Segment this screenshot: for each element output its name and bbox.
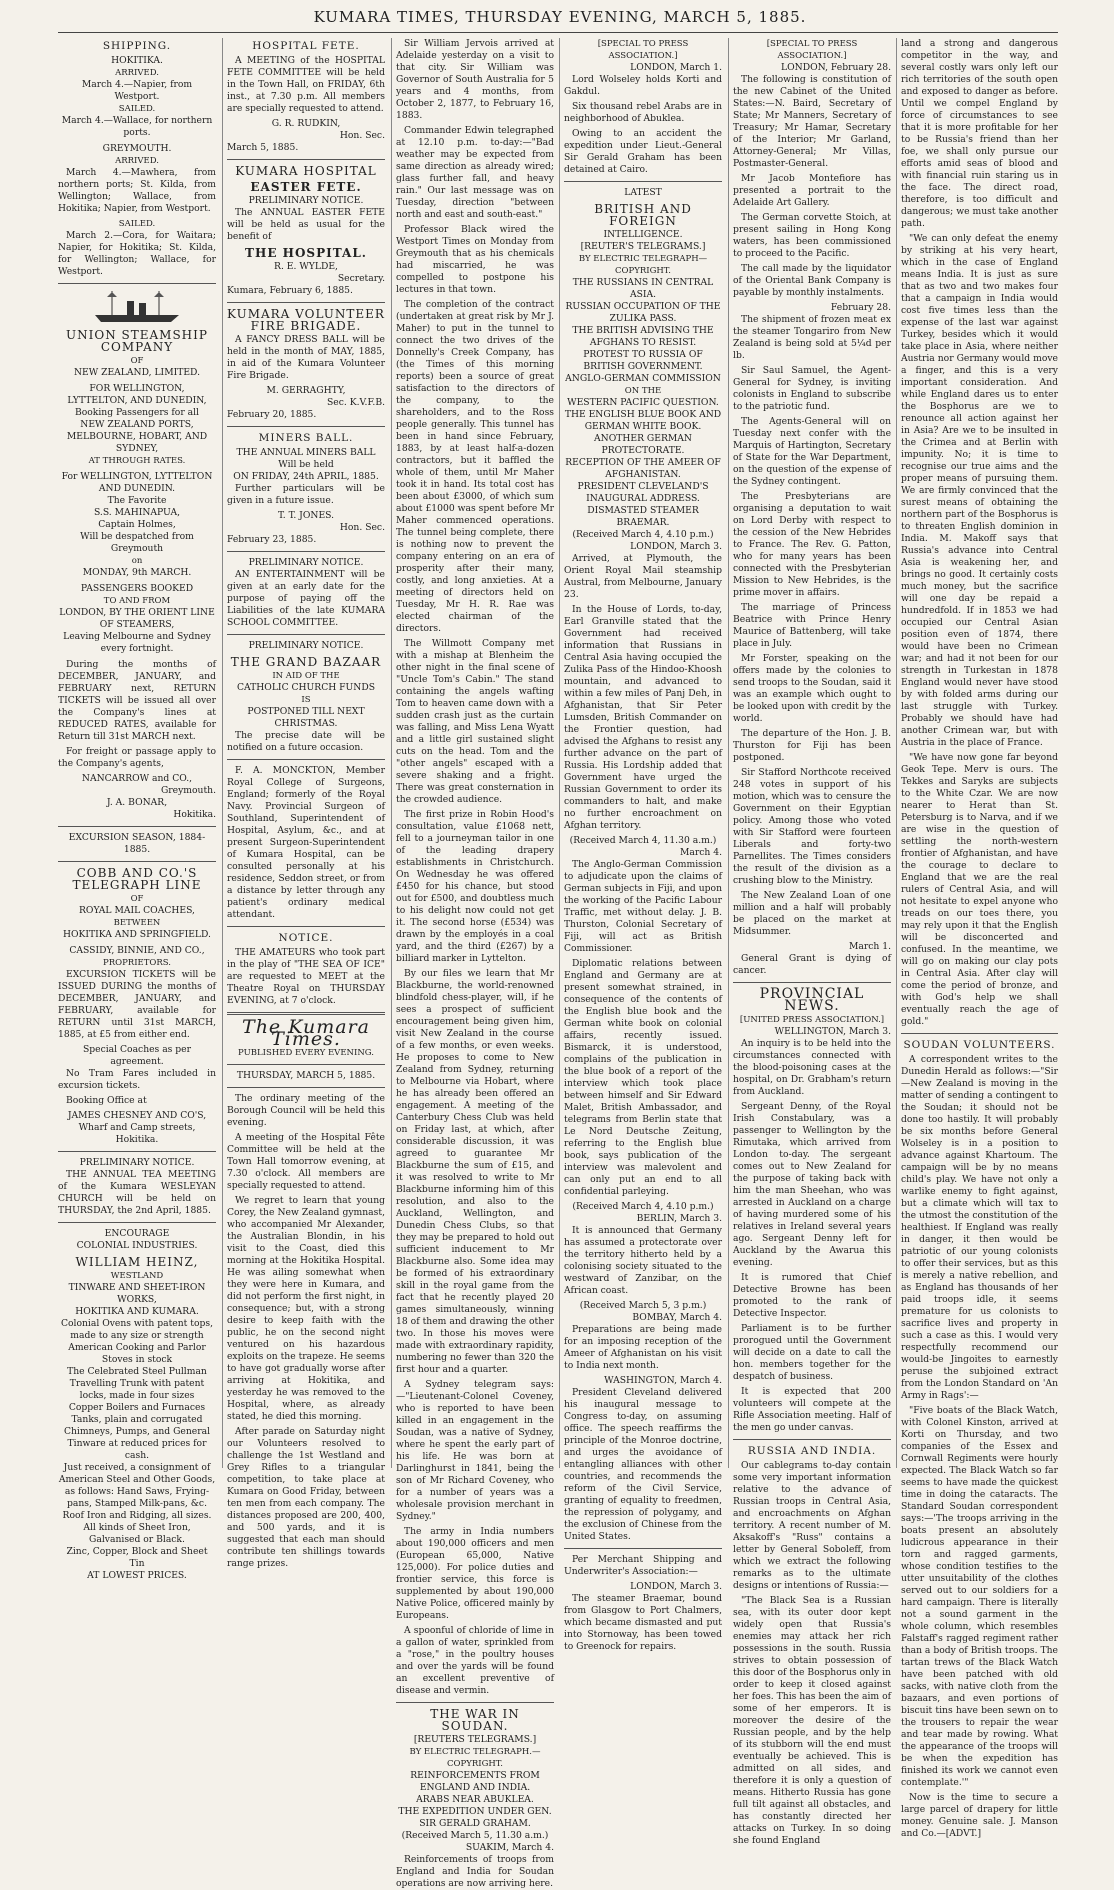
reuters-label: [REUTER'S TELEGRAMS.] <box>580 241 706 252</box>
forster: Mr Forster, speaking on the offers made by the colonies to send troops to the Soudan, said it was an example which ought to be looked upon with credit by the world. <box>733 653 891 724</box>
head-blue-book: THE ENGLISH BLUE BOOK AND GERMAN WHITE BOOK. <box>564 409 722 432</box>
rudkin: G. R. RUDKIN, <box>271 118 341 129</box>
article-coveney: A Sydney telegram says:—"Lieutenant-Colonel Coveney, who is reported to have been killed in an engagement in the Soudan, was a native of Sydney, where he spent the early part of his life. He was born at Darlinghurst in 1841, being the son of Mr Richard Coveney, who for a number of years was a wholesale provision merchant in Sydney." <box>396 1379 554 1522</box>
divider <box>396 1702 554 1703</box>
departure-date: MONDAY, 9th MARCH. <box>82 567 192 578</box>
greymouth-sailed: March 2.—Cora, for Waitara; Napier, for Hokitika; St. Kilda, for Wellington; Wallace, for Westport. <box>58 230 216 277</box>
divider <box>58 1151 216 1152</box>
wylde-title: Secretary. <box>337 273 385 284</box>
london-dateline: LONDON, March 1. <box>630 62 722 73</box>
fancy-dress-ball: A FANCY DRESS BALL will be held in the month of MAY, 1885, in aid of the Kumara Volunteer Fire Brigade. <box>227 334 385 381</box>
house-of-lords: In the House of Lords, to-day, Earl Granville stated that the Government had received information that Russians in Central Asia having occupied the Zulika Pass of the Hindoo-Khoosh mountain, and advanced to within a few miles of Panj Deh, in Afghanistan, that Sir Peter Lumsden, British Commander on the Frontier question, had advised the Afghans to resist any further advance on the part of Russia. His Lordship added that Government have urged the Russian Government to order its commanders to halt, and make no further encroachment on Afghan territory. <box>564 604 722 831</box>
gerraghty-title: Sec. K.V.F.B. <box>327 397 385 408</box>
editorial-2: A meeting of the Hospital Fête Committee will be held at the Town Hall tomorrow evening, at 7.30 o'clock. All members are specially requested to attend. <box>227 1132 385 1191</box>
wolseley: Lord Wolseley holds Korti and Gakdul. <box>564 74 722 97</box>
article-jervois: Sir William Jervois arrived at Adelaide yesterday on a visit to that city. Sir William was Governor of South Australia for 5 years and 4 months, from October 2, 1877, to February 16, 1883. <box>396 38 554 121</box>
through-rates: AT THROUGH RATES. <box>88 456 186 466</box>
correspondent: A correspondent writes to the Dunedin Herald as follows:—"Sir—New Zealand is moving in the matter of sending a contingent to the Soudan; it should not be done too hastily. It will probably be six months before General Wolseley is in a position to advance against Khartoum. The campaign will be by no means child's play. We have not only a warlike enemy to fight against, but a climate which will tax to the utmost the constitution of the healthiest. If England was really in danger, it then would be patriotic of our young colonists to offer their services, but as this is merely a native rebellion, and as England has thousands of her paid troops idle, it seems premature for us colonists to sacrifice lives and property in such a case as this. I would very respectfully recommend our would-be Jingoites to earnestly peruse the subjoined extract from the London Standard on 'An Army in Rags':— <box>901 1054 1058 1401</box>
head-advising: THE BRITISH ADVISING THE AFGHANS TO RESIST. <box>572 325 714 348</box>
special-press: [SPECIAL TO PRESS ASSOCIATION.] <box>597 39 689 61</box>
jones-date: February 23, 1885. <box>227 534 317 545</box>
agent-nancarrow-place: Greymouth. <box>160 785 216 796</box>
passengers-booked: PASSENGERS BOOKED <box>80 583 194 594</box>
nz-ports: NEW ZEALAND PORTS, MELBOURNE, HOBART, AND SYDNEY, <box>66 419 208 454</box>
divider <box>227 551 385 552</box>
nz-loan: The New Zealand Loan of one million and a half will probably be placed on the market at Midsummer. <box>733 890 891 937</box>
protectorate-text: It is announced that Germany has assumed a protectorate over the territory hitherto held by a colonising society situated to the westward of Zanzibar, on the African coast. <box>564 1225 722 1296</box>
route-wlt: FOR WELLINGTON, LYTTELTON, AND DUNEDIN, <box>67 383 207 406</box>
northcote: Sir Stafford Northcote received 248 votes in support of his motion, which was to censure the Government on their Egyptian policy. Among those who voted with Sir Stafford were fourteen Liberals and forty-two Parnellites. The Times considers the result of the division as a crushing blow to the Ministry. <box>733 767 891 886</box>
union-of: OF <box>130 356 144 366</box>
colonial-ovens: Colonial Ovens with patent tops, made to any size or strength <box>60 1318 214 1341</box>
article-weather: Commander Edwin telegraphed at 12.10 p.m. to-day:—"Bad weather may be expected from same direction as already wired; glass further fall, and heavy rain." Our last message was on Tuesday, direction "between north and east and south-east." <box>396 125 554 220</box>
royal-mail: ROYAL MAIL COACHES, <box>79 905 195 916</box>
cablegrams: Our cablegrams to-day contain some very important information relative to the advance of Russian troops in Central Asia, and encroachments on Afghan territory. A recent number of M. Aksakoff's "Russ" contains a letter by General Soboleff, from which we extract the following remarks as to the ultimate designs or intentions of Russia:— <box>733 1460 891 1591</box>
westland: WESTLAND <box>110 1271 164 1281</box>
london-orient: LONDON, BY THE ORIENT LINE OF STEAMERS, <box>59 607 215 630</box>
graham-accident: Owing to an accident the expedition under Lieut.-General Sir Gerald Graham has been detained at Cairo. <box>564 128 722 175</box>
ship-name: S.S. MAHINAPUA, <box>93 507 181 518</box>
divider <box>564 1548 722 1549</box>
article-army: The army in India numbers about 190,000 officers and men (European 65,000, Native 125,000). For police duties and frontier service, this force is supplemented by about 190,000 Native Police, officered mainly by Europeans. <box>396 1526 554 1621</box>
divider <box>227 159 385 160</box>
to-and-from: TO AND FROM <box>103 596 171 606</box>
gerraghty: M. GERRAGHTY, <box>266 385 346 396</box>
article-prize: The first prize in Robin Hood's consultation, value £1068 nett, fell to a journeyman tailor in one of the leading drapery establishments in Christchurch. On Wednesday he was offered £450 for his chance, but stood out for £500, and doubtless much to his delight now could not get it. The second horse (£534) was drawn by the employés in a coal yard, and the third (£267) by a billiard marker in Lyttelton. <box>396 809 554 964</box>
kumara-hospital-heading: KUMARA HOSPITAL <box>235 164 377 178</box>
easter-fete-text: The ANNUAL EASTER FETE will be held as usual for the benefit of <box>227 207 385 242</box>
grand-bazaar: THE GRAND BAZAAR <box>230 655 382 669</box>
received-time: (Received March 4, 4.10 p.m.) <box>572 1201 714 1212</box>
divider <box>227 759 385 760</box>
received-time: (Received March 5, 11.30 a.m.) <box>401 1830 549 1841</box>
washington-dateline: WASHINGTON, March 4. <box>604 1375 722 1386</box>
heinz-heading: WILLIAM HEINZ, <box>75 1255 199 1269</box>
column-divider <box>559 38 560 1468</box>
agents-general: The Agents-General will on Tuesday next confer with the Marquis of Hartington, Secretary of State for the War Department, on the question of the expense of the Sydney contingent. <box>733 416 891 487</box>
column-divider <box>391 38 392 1468</box>
special-press: [SPECIAL TO PRESS ASSOCIATION.] <box>766 39 858 61</box>
postponed: POSTPONED TILL NEXT CHRISTMAS. <box>247 706 365 729</box>
divider <box>564 181 722 182</box>
miners-ball-text: THE ANNUAL MINERS BALL Will be held <box>236 447 376 470</box>
preliminary-notice: PRELIMINARY NOTICE. <box>79 1157 195 1168</box>
wellington-dateline: WELLINGTON, March 3. <box>774 1026 891 1037</box>
received-time: (Received March 5, 3 p.m.) <box>579 1300 707 1311</box>
jones: T. T. JONES. <box>277 510 335 521</box>
zinc-copper: Zinc, Copper, Block and Sheet Tin <box>66 1546 208 1569</box>
catholic-funds: CATHOLIC CHURCH FUNDS <box>237 682 375 693</box>
german-corvette: The German corvette Stoich, at present sailing in Hong Kong waters, has been commissioned to proceed to the Pacific. <box>733 212 891 259</box>
we-have-gone: "We have now gone far beyond Geok Tepe. Merv is ours. The Tekkes and Saryks are subjects to the White Czar. We are now nearer to Herat than St. Petersburg is to Narva, and if we are wise in the question of settling the north-western frontier of Afghanistan, and have the courage to declare to England that we are the real rulers of Central Asia, and will not hesitate to expel anyone who treads on our toes there, you may rely upon it that the English will be disconcerted and confused. In the meantime, we will go on making our clay pots in Central Asia. After clay will come the period of bronze, and with God's help we shall eventually reach the age of gold." <box>901 752 1058 1027</box>
montefiore: Mr Jacob Montefiore has presented a portrait to the Adelaide Art Gallery. <box>733 173 891 208</box>
black-watch: "Five boats of the Black Watch, with Colonel Kinston, arrived at Korti on Thursday, and two companies of the Essex and Cornwall Regiments were hourly expected. The Black Watch so far seems to have made the quickest time in doing the cataracts. The Standard Soudan correspondent says:—'The troops arriving in the boats present an absolutely ludicrous appearance in their torn and ragged garments, whose condition testifies to the utter unsuitability of the clothes served out to our soldiers for a hard campaign. There is literally not a sound garment in the whole column, which resembles Falstaff's ragged regiment rather than a body of British troops. The tartan trews of the Black Watch have been patched with old sacks, with native cloth from the bazaars, and even portions of biscuit tins have been sewn on to the trousers to repair the wear and tear made by rowing. What the appearance of the troops will be when the expedition has finished its work we cannot even contemplate.'" <box>901 1405 1058 1788</box>
easter-fete-heading: EASTER FETE. <box>250 180 362 194</box>
bombay-dateline: BOMBAY, March 4. <box>632 1312 722 1323</box>
rifle-volunteers: It is expected that 200 volunteers will compete at the Rifle Association meeting. Half of the men go under canvas. <box>733 1386 891 1433</box>
latest: LATEST <box>624 187 662 198</box>
parliament: Parliament is to be further prorogued until the Government will decide on a date to call the hon. members together for the despatch of business. <box>733 1323 891 1382</box>
london-dateline: LONDON, March 3. <box>630 1581 722 1592</box>
column-6 <box>901 38 1058 1839</box>
head-ameer: RECEPTION OF THE AMEER OF AFGHANISTAN. <box>565 457 721 480</box>
agent-bonar-place: Hokitika. <box>173 809 216 820</box>
editorial-4: After parade on Saturday night our Volunteers resolved to challenge the 1st Westland and Grey Rifles to a triangular competition, to take place at Kumara on Good Friday, between ten men from each company. The distances proposed are 200, 400, and 500 yards, and it is suggested that each man should contribute ten shillings towards range prizes. <box>227 1426 385 1569</box>
in-aid-of: IN AID OF THE <box>272 671 340 681</box>
editorial-3: We regret to learn that young Corey, the New Zealand gymnast, who accompanied Mr Alexander, the Australian Blondin, in his visit to the Coast, died this morning at the Hokitika Hospital. He was ailing somewhat when they were here in Kumara, and did not perform the first night, in consequence; but, with a strong desire to keep faith with the public, he on the second night ventured on his hazardous exploits on the trapeze. He seems to have got gradually worse after arriving at Hokitika, and yesterday he was removed to the Hospital, where, as already stated, he died this morning. <box>227 1195 385 1422</box>
diplomatic-text: Diplomatic relations between England and Germany are at present somewhat strained, in consequence of the contents of the English blue book and the German white book on colonial affairs, recently issued. Bismarck, it is understood, complains of the publication in the blue book of a report of the interview which took place between himself and Sir Edward Malet, British Ambassador, and telegrams from Berlin state that Le Nord Deutsche Zeitung, referring to the English blue book, says publication of the interview was malevolent and can only put an end to all confidential parleying. <box>564 958 722 1197</box>
divider <box>58 283 216 284</box>
divider <box>901 1033 1058 1034</box>
head-protest: PROTEST TO RUSSIA OF BRITISH GOVERNMENT. <box>583 349 703 372</box>
ameer-text: Preparations are being made for an imposing reception of the Ameer of Afghanistan on his visit to India next month. <box>564 1324 722 1371</box>
return-tickets: During the months of DECEMBER, JANUARY, and FEBRUARY next, RETURN TICKETS will be issued all over the Company's lines at REDUCED RATES, available for Return till 31st MARCH next. <box>58 659 216 742</box>
us-cabinet: The following is constitution of the new Cabinet of the United States:—N. Baird, Secretary of State; Mr Manners, Secretary of Treasury; Mr Hamar, Secretary of the Interior; Mr Garland, Attorney-General; Mr Villas, Postmaster-General. <box>733 74 891 169</box>
russia-continued: land a strong and dangerous competitor in the way, and several costly wars only left our rich territories of the south open and exposed to danger as before. Until we compel England by force of circumstances to see that it is more profitable for her to be Russia's friend than her foe, we shall only pursue our efforts amid seas of blood and with financial ruin staring us in the face. The direct road, therefore, is too difficult and dangerous; we must take another path. <box>901 38 1058 229</box>
thurston: The departure of the Hon. J. B. Thurston for Fiji has been postponed. <box>733 728 891 763</box>
roof-iron: Roof Iron and Ridging, all sizes. <box>62 1510 212 1521</box>
divider <box>227 1064 385 1065</box>
route-wlt-2: For WELLINGTON, LYTTELTON AND DUNEDIN. <box>61 471 213 494</box>
soudan-volunteers-heading: SOUDAN VOLUNTEERS. <box>903 1039 1056 1051</box>
amateurs-notice: THE AMATEURS who took part in the play of "THE SEA OF ICE" are requested to MEET at the Theatre Royal on THURSDAY EVENING, at 7 o'clock. <box>227 947 385 1006</box>
anglo-german-text: The Anglo-German Commission to adjudicate upon the claims of German subjects in Fiji, and upon the working of the Pacific Labour Traffic, met without delay. J. B. Thurston, Colonial Secretary of Fiji, will act as British Commissioner. <box>564 859 722 954</box>
rebel-arabs: Six thousand rebel Arabs are in neighborhood of Abuklea. <box>564 101 722 124</box>
fire-brigade-heading: KUMARA VOLUNTEER FIRE BRIGADE. <box>227 307 385 333</box>
jones-title: Hon. Sec. <box>339 522 385 533</box>
intelligence: INTELLIGENCE. <box>603 229 683 240</box>
copper-boilers: Copper Boilers and Furnaces <box>68 1402 206 1413</box>
further-particulars: Further particulars will be given in a future issue. <box>227 483 385 506</box>
british-foreign-heading: BRITISH AND FOREIGN <box>594 202 692 228</box>
princess-beatrice: The marriage of Princess Beatrice with Prince Henry Maurice of Battenberg, will take place in July. <box>733 602 891 649</box>
column-5 <box>733 38 891 1846</box>
general-grant: General Grant is dying of cancer. <box>733 953 891 976</box>
pullman-trunk: The Celebrated Steel Pullman Travelling Trunk with patent locks, made in four sizes <box>67 1366 207 1401</box>
oriental-bank: The call made by the liquidator of the Oriental Bank Company is payable by monthly instalments. <box>733 263 891 298</box>
divider <box>58 1222 216 1223</box>
proprietors: PROPRIETORS. <box>102 958 172 968</box>
special-coaches: Special Coaches as per agreement. <box>82 1044 192 1067</box>
miners-ball-heading: MINERS BALL. <box>258 432 354 444</box>
column-2 <box>227 38 385 1569</box>
precise-date: The precise date will be notified on a future occasion. <box>227 730 385 753</box>
divider <box>58 826 216 827</box>
rudkin-title: Hon. Sec. <box>339 130 385 141</box>
dateline: March 4. <box>679 847 722 858</box>
american-stoves: American Cooking and Parlor Stoves in stock <box>68 1342 206 1365</box>
hospital-fete-text: A MEETING of the HOSPITAL FETE COMMITTEE will be held in the Town Hall, on FRIDAY, 6th inst., at 7.30 p.m. All members are specially requested to attend. <box>227 55 385 114</box>
favorite: The Favorite <box>107 495 167 506</box>
colonial-industries: COLONIAL INDUSTRIES. <box>76 1240 198 1251</box>
hokitika-arrived: March 4.—Napier, from Westport. <box>81 79 193 102</box>
between-label: BETWEEN <box>113 918 161 928</box>
wharf: Wharf and Camp streets, Hokitika. <box>78 1122 196 1145</box>
sergeant-denny: Sergeant Denny, of the Royal Irish Constabulary, was a passenger to Wellington by the Rimutaka, which arrived from London to-day. The sergeant comes out to New Zealand for the purpose of taking back with him the man Sheehan, who was arrested in Auckland on a charge of having murdered some of his relatives in Ireland several years ago. Sergeant Denny left for Auckland by the Awarua this evening. <box>733 1101 891 1268</box>
received-time: (Received March 4, 11.30 a.m.) <box>569 835 717 846</box>
divider <box>733 1439 891 1440</box>
chesney: JAMES CHESNEY AND CO'S, <box>67 1110 207 1121</box>
greymouth-arrived: March 4.—Mawhera, from northern ports; St. Kilda, from Wellington; Wallace, from Hokitika; Napier, from Westport. <box>58 167 216 214</box>
london-dateline: LONDON, February 28. <box>781 62 891 73</box>
article-willmott: The Willmott Company met with a mishap at Blenheim the other night in the final scene of "Uncle Tom's Cabin." The stand containing the angels wafting Tom to heaven came down with a sudden crash just as the curtain was falling, and Miss Lena Wyatt and a little girl sustained slight cuts on the head. Tom and the "other angels" escaped with a severe shaking and a fright. There was great consternation in the crowded audience. <box>396 638 554 805</box>
editorial-1: The ordinary meeting of the Borough Council will be held this evening. <box>227 1093 385 1128</box>
cassidy: CASSIDY, BINNIE, AND CO., <box>69 945 205 956</box>
column-divider <box>728 38 729 1468</box>
agent-nancarrow: NANCARROW and CO., <box>81 773 193 784</box>
column-4 <box>564 38 722 1652</box>
preliminary-notice: PRELIMINARY NOTICE. <box>248 640 364 651</box>
arabs-heading: ARABS NEAR ABUKLEA. <box>416 1794 534 1805</box>
union-steamship-heading: UNION STEAMSHIP COMPANY <box>66 328 208 354</box>
cobb-of: OF <box>130 894 144 904</box>
entertainment: AN ENTERTAINMENT will be given at an early date for the purpose of paying off the Liabilities of the late KUMARA SCHOOL COMMITTEE. <box>227 569 385 628</box>
cobb-heading: COBB AND CO.'S TELEGRAPH LINE <box>72 866 202 892</box>
divider <box>227 426 385 427</box>
fire-date: February 20, 1885. <box>227 409 317 420</box>
column-3 <box>396 38 554 1889</box>
divider <box>227 926 385 927</box>
head-cleveland: PRESIDENT CLEVELAND'S INAUGURAL ADDRESS. <box>577 481 709 504</box>
published-every-evening: PUBLISHED EVERY EVENING. <box>238 1048 374 1058</box>
divider <box>58 861 216 862</box>
black-sea: "The Black Sea is a Russian sea, with its outer door kept widely open that Russia's enemies may attack her rich possessions in the south. Russia strives to obtain possession of this door of the Bosphorus only in order to keep it closed against her foes. This has been the aim of some of her emperors. It is moreover the desire of the Russian people, and by the help of its stubborn will the end must eventually be achieved. This is admitted on all sides, and therefore it is only a question of means. Hitherto Russia has gone full tilt against all obstacles, and has constantly directed her attacks on Turkey. In so doing she found England <box>733 1595 891 1846</box>
head-russians: THE RUSSIANS IN CENTRAL ASIA. <box>572 277 714 300</box>
berlin-dateline: BERLIN, March 3. <box>636 1213 722 1224</box>
reinforcements-heading: REINFORCEMENTS FROM ENGLAND AND INDIA. <box>410 1770 540 1793</box>
article-chloride: A spoonful of chloride of lime in a gallon of water, sprinkled from a "rose," in the poultry houses and over the yards will be found an excellent preventive of disease and vermin. <box>396 1625 554 1696</box>
masthead-rule <box>58 32 1058 33</box>
presbyterians: The Presbyterians are organising a deputation to wait on Lord Derby with respect to the cession of the New Hebrides to France. The Rev. G. Patton, who for many years has been connected with the Presbyterian Mission to New Hebrides, is the prime mover in affairs. <box>733 491 891 598</box>
hospital-fete-heading: HOSPITAL FETE. <box>252 40 360 52</box>
austral-arrived: Arrived, at Plymouth, the Orient Royal Mail steamship Austral, from Melbourne, January 23. <box>564 553 722 600</box>
merchant-shipping: Per Merchant Shipping and Underwriter's Association:— <box>564 1554 722 1577</box>
despatch: Will be despatched from Greymouth <box>80 531 194 554</box>
on-label: on <box>131 556 143 566</box>
article-tunnel: The completion of the contract (undertaken at great risk by Mr J. Maher) to put in the tunnel to connect the two drives of the Donnelly's Creek Company, has (the Times of this morning reports) been a source of great satisfaction to the directors of the company, to the shareholders, and to the Ross people generally. This tunnel has been in hand since February, 1883, by at least half-a-dozen contractors, but it baffled the whole of them, until Mr Maher took it in hand. Its total cost has been about £3000, of which sum about £1000 was spent before Mr Maher commenced operations. The tunnel being complete, there is nothing now to prevent the company entering on an era of prosperity after their many, costly, and long anxieties. At a meeting of directors held on Tuesday, Mr H. R. Rae was elected chairman of the directors. <box>396 299 554 634</box>
column-1 <box>58 38 216 1581</box>
frozen-meat: The shipment of frozen meat ex the steamer Tongariro from New Zealand is being sold at 5¼d per lb. <box>733 314 891 361</box>
masthead: KUMARA TIMES, THURSDAY EVENING, MARCH 5, 1885. <box>313 8 807 26</box>
arrived-label: ARRIVED. <box>115 68 159 78</box>
hokitika-kumara: HOKITIKA AND KUMARA. <box>75 1306 199 1317</box>
is-label: IS <box>301 695 311 705</box>
reinforcements-text: Reinforcements of troops from England and India for Soudan operations are now arriving here. <box>396 1854 554 1889</box>
divider <box>227 1012 385 1015</box>
just-received: Just received, a consignment of American Steel and Other Goods, as follows: Hand Saws, Frying-pans, Stamped Milk-pans, &c. <box>58 1462 216 1509</box>
preliminary-notice: PRELIMINARY NOTICE. <box>248 195 364 206</box>
we-can-defeat: "We can only defeat the enemy by striking at his very heart, which in the case of England means India. It is just as sure that as two and two makes four that a campaign in India would cost five times less than the expense of the last war against Turkey, besides which it would take place in Asia, where neither Austria nor Germany would move a finger, and this is a very important consideration. And while England dares us to enter the Bosphorus are we to renounce all action against her in Asia? Are we to be insulted in the Crimea and at Berlin with impunity. No; it is time to recognise our true aims and the proper means of pursuing them. We are firmly convinced that the surest means of obtaining the northern part of the Bosphorus is to threaten English dominion in India. M. Makoff says that Russia's advance into Central Asia is weakening her, and brings no good. It certainly costs much money, but the sacrifice will one day be repaid a hundredfold. If in 1853 we had occupied our Central Asian position even of 1874, there would have been no Crimean war; and had it not been for our strength in Turkestan in 1878 England would never have stood by with folded arms during our last struggle with Turkey. Probably we should have had another Crimean war, but with Austria in the place of France. <box>901 233 1058 748</box>
steamship-icon <box>58 289 216 325</box>
saul-samuel: Sir Saul Samuel, the Agent-General for Sydney, is inviting colonists in England to subscribe to the patriotic fund. <box>733 365 891 412</box>
hokitika-springfield: HOKITIKA AND SPRINGFIELD. <box>63 929 211 940</box>
head-protectorate: ANOTHER GERMAN PROTECTORATE. <box>594 433 692 456</box>
issue-date: THURSDAY, MARCH 5, 1885. <box>236 1070 376 1081</box>
expedition-heading: THE EXPEDITION UNDER GEN. SIR GERALD GRAHAM. <box>398 1806 552 1829</box>
reuters-label: [REUTERS TELEGRAMS.] <box>413 1734 537 1745</box>
by-electric: BY ELECTRIC TELEGRAPH—COPYRIGHT. <box>578 254 708 276</box>
sailed-label: SAILED. <box>118 104 156 114</box>
booking-office: Booking Office at <box>66 1095 147 1106</box>
column-divider <box>222 38 223 1468</box>
wylde-date: Kumara, February 6, 1885. <box>227 285 353 296</box>
divider <box>227 302 385 303</box>
wylde: R. E. WYLDE, <box>274 261 338 272</box>
london-dateline: LONDON, March 3. <box>630 541 722 552</box>
arrived-label: ARRIVED. <box>115 156 159 166</box>
hokitika-sailed: March 4.—Wallace, for northern ports. <box>61 115 213 138</box>
suakim-dateline: SUAKIM, March 4. <box>465 1842 554 1853</box>
booking-line: Booking Passengers for all <box>74 407 199 418</box>
divider <box>227 1087 385 1088</box>
head-occupation: RUSSIAN OCCUPATION OF THE ZULIKA PASS. <box>565 301 721 324</box>
head-braemar: DISMASTED STEAMER BRAEMAR. <box>587 505 699 528</box>
by-electric: BY ELECTRIC TELEGRAPH.—COPYRIGHT. <box>409 1747 541 1769</box>
hokitika-heading: HOKITIKA. <box>111 55 163 66</box>
agent-bonar: J. A. BONAR, <box>106 797 168 808</box>
inquiry: An inquiry is to be held into the circumstances connected with the blood-poisoning cases at the hospital, on Dr. Grabham's return from Auckland. <box>733 1038 891 1097</box>
russia-india-heading: RUSSIA AND INDIA. <box>747 1445 877 1457</box>
preliminary-notice: PRELIMINARY NOTICE. <box>248 557 364 568</box>
dateline: February 28. <box>830 302 891 313</box>
kumara-times-logo: The Kumara Times. <box>242 1016 370 1050</box>
chimneys: Chimneys, Pumps, and General Tinware at reduced prices for cash. <box>63 1426 211 1461</box>
divider <box>733 982 891 983</box>
excursion-season: EXCURSION SEASON, 1884-1885. <box>68 832 206 855</box>
divider <box>227 634 385 635</box>
sailed-label: SAILED. <box>118 219 156 229</box>
captain: Captain Holmes, <box>98 519 176 530</box>
braemar-text: The steamer Braemar, bound from Glasgow to Port Chalmers, which became dismasted and put into Stornoway, has been towed to Greenock for repairs. <box>564 1593 722 1652</box>
freight-text: For freight or passage apply to the Company's agents, <box>58 746 216 769</box>
miners-ball-date: ON FRIDAY, 24th APRIL, 1885. <box>233 471 379 482</box>
greymouth-heading: GREYMOUTH. <box>102 143 172 154</box>
war-heading: THE WAR IN SOUDAN. <box>430 1707 520 1733</box>
rudkin-date: March 5, 1885. <box>227 142 299 153</box>
newspaper-columns <box>58 38 1058 1889</box>
notice-heading: NOTICE. <box>278 932 334 944</box>
excursion-tickets: EXCURSION TICKETS will be ISSUED DURING the months of DECEMBER, JANUARY, and FEBRUARY, available for RETURN until 31st MARCH, 1885, at £5 from either end. <box>58 969 216 1040</box>
tram-fares: No Tram Fares included in excursion tickets. <box>58 1068 216 1091</box>
dateline: March 1. <box>848 941 891 952</box>
manson-advert: Now is the time to secure a large parcel of drapery for little money. Genuine sale. J. Manson and Co.—[ADVT.] <box>901 1792 1058 1839</box>
head-anglo: ANGLO-GERMAN COMMISSION <box>565 373 721 384</box>
received-time: (Received March 4, 4.10 p.m.) <box>572 529 714 540</box>
on-the: ON THE <box>624 386 662 396</box>
union-nz: NEW ZEALAND, LIMITED. <box>73 367 201 378</box>
the-hospital: THE HOSPITAL. <box>245 246 367 260</box>
united-press: [UNITED PRESS ASSOCIATION.] <box>739 1015 885 1025</box>
detective-browne: It is rumored that Chief Detective Browne has been promoted to the rank of Detective Inspector. <box>733 1272 891 1319</box>
shipping-heading: SHIPPING. <box>102 40 172 52</box>
encourage: ENCOURAGE <box>104 1228 170 1239</box>
monckton-notice: F. A. MONCKTON, Member Royal College of Surgeons, England; formerly of the Royal Navy. Provincial Surgeon of Southland, Superintendent of Hospital, Asylum, &c., and at present Surgeon-Superintendent of Kumara Hospital, can be consulted personally at his residence, Seddon street, or from a distance by letter through any patient's ordinary medical attendant. <box>227 765 385 920</box>
tea-meeting: THE ANNUAL TEA MEETING of the Kumara WESLEYAN CHURCH will be held on THURSDAY, the 2nd April, 1885. <box>58 1169 216 1216</box>
article-blackburne: By our files we learn that Mr Blackburne, the world-renowned blindfold chess-player, will, if he sees a prospect of sufficient encouragement being given him, visit New Zealand in the course of a few months, or even weeks. He proposes to come to New Zealand from Sydney, returning to Melbourne via Hobart, where he has already been offered an engagement. A meeting of the Canterbury Chess Club was held on Friday last, at which, after considerable discussion, it was agreed to guarantee Mr Blackburne the sum of £15, and it was resolved to write to Mr Blackburne informing him of this resolution, and also to the Auckland, Wellington, and Dunedin Chess Clubs, so that they may be prepared to hold out sufficient inducement to Mr Blackburne also. Some idea may be formed of his extraordinary skill in the royal game from the fact that he recently played 20 games simultaneously, winning 18 of them and drawing the other two. In those his moves were made with extraordinary rapidity, numbering no fewer than 320 the first hour and a quarter. <box>396 968 554 1375</box>
lowest-prices: AT LOWEST PRICES. <box>87 1570 187 1581</box>
article-black: Professor Black wired the Westport Times on Monday from Greymouth that as his chemicals had miscarried, he was compelled to postpone his lectures in that town. <box>396 224 554 295</box>
sheet-iron: All kinds of Sheet Iron, Galvanised or Black. <box>83 1522 191 1545</box>
leaving-text: Leaving Melbourne and Sydney every fortnight. <box>63 631 211 654</box>
head-western: WESTERN PACIFIC QUESTION. <box>567 397 719 408</box>
column-divider <box>896 38 897 1468</box>
provincial-news-heading: PROVINCIAL NEWS. <box>759 986 865 1014</box>
cleveland-text: President Cleveland delivered his inaugural message to Congress to-day, on assuming office. The speech reaffirms the principle of the Monroe doctrine, and urges the avoidance of entangling alliances with other countries, and recommends the reform of the Civil Service, granting of equality to freedmen, the repression of polygamy, and the exclusion of Chinese from the United States. <box>564 1387 722 1542</box>
tanks: Tanks, plain and corrugated <box>71 1414 203 1425</box>
tinware-works: TINWARE AND SHEET-IRON WORKS, <box>68 1282 206 1305</box>
